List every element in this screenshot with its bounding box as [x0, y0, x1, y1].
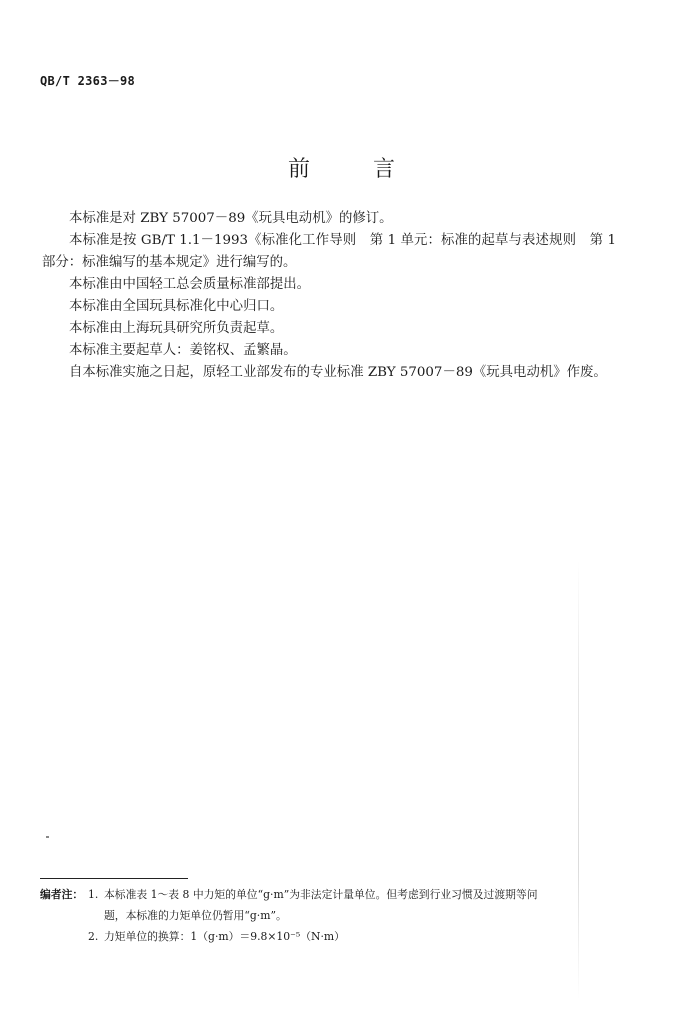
paragraph: 本标准主要起草人：姜铭权、孟繁晶。: [69, 343, 297, 358]
editor-note-continuation: 题，本标准的力矩单位仍暂用“g·m”。: [104, 909, 287, 922]
editor-note: [40, 884, 640, 947]
page-title: 前 言: [288, 157, 423, 182]
editor-note-number: 1.: [88, 888, 99, 901]
paragraph: 本标准由全国玩具标准化中心归口。: [69, 299, 284, 314]
paragraph: 本标准由上海玩具研究所负责起草。: [69, 321, 284, 336]
editor-note-number: 2.: [88, 930, 99, 943]
editor-note-item: [40, 884, 640, 905]
paragraph: 本标准是对 ZBY 57007－89《玩具电动机》的修订。: [69, 211, 393, 226]
paragraph: 本标准由中国轻工总会质量标准部提出。: [69, 277, 311, 292]
paragraph: 本标准是按 GB/T 1.1－1993《标准化工作导则 第 1 单元：标准的起草与表述规则 第 1 部分：标准编写的基本规定》进行编写的。: [42, 233, 616, 270]
editor-note-item: [40, 926, 640, 947]
scan-mark: [46, 836, 49, 838]
standard-code: QB/T 2363－98: [40, 74, 136, 88]
editor-note-text: 力矩单位的换算：1（g·m）＝9.8×10⁻⁵（N·m）: [104, 930, 345, 943]
footnote-divider: [40, 878, 188, 879]
paragraph: 自本标准实施之日起，原轻工业部发布的专业标准 ZBY 57007－89《玩具电动机》作废。: [69, 365, 607, 380]
body-text: [42, 208, 616, 384]
editor-note-label: 编者注：: [40, 888, 84, 901]
editor-note-text: 本标准表 1～表 8 中力矩的单位“g·m”为非法定计量单位。但考虑到行业习惯及过渡期等问: [104, 888, 538, 901]
